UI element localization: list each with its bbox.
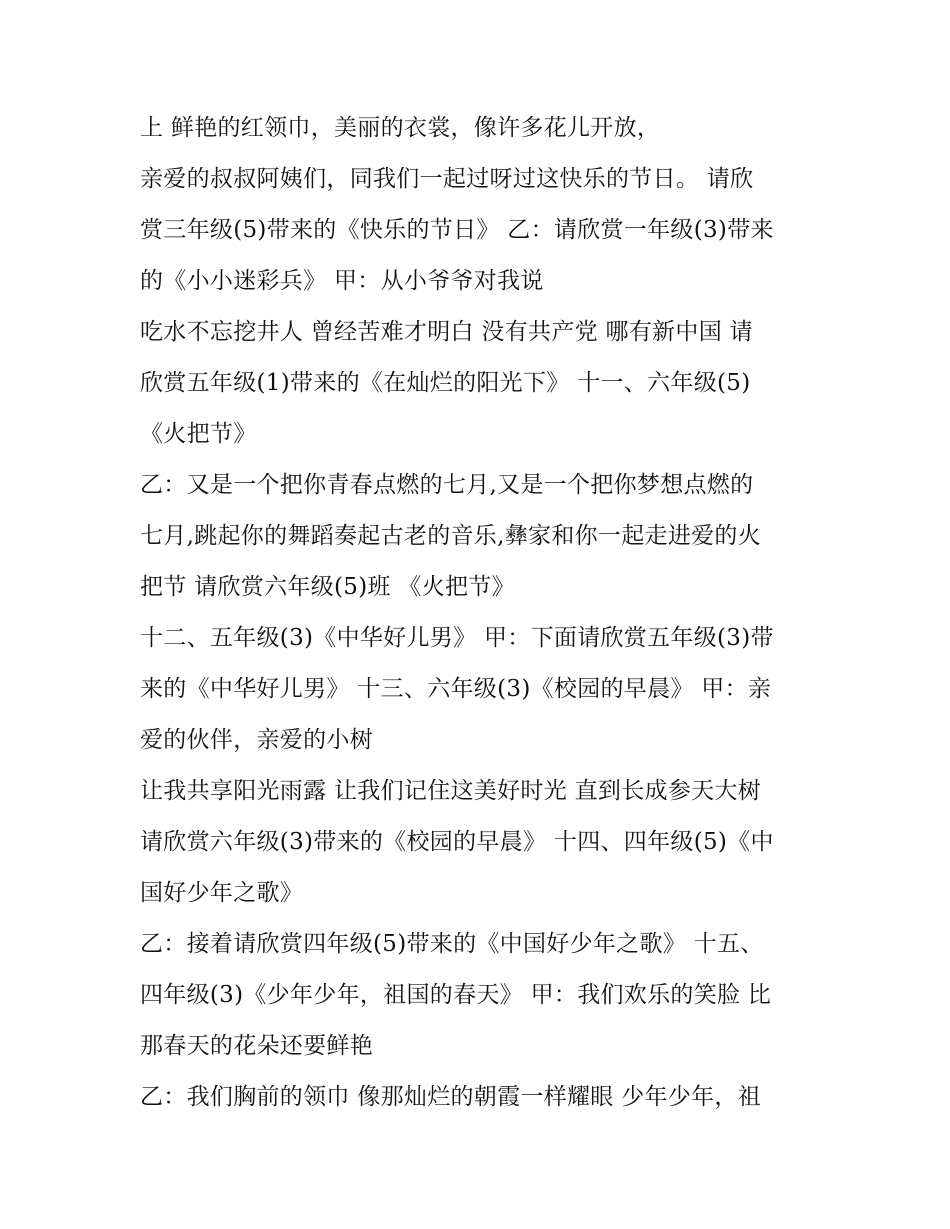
text-line: 乙：接着请欣赏四年级(5)带来的《中国好少年之歌》 十五、 — [140, 931, 764, 957]
text-line: 吃水不忘挖井人 曾经苦难才明白 没有共产党 哪有新中国 请 — [140, 319, 753, 345]
text-line: 四年级(3)《少年少年，祖国的春天》 甲：我们欢乐的笑脸 比 — [140, 982, 772, 1008]
text-line: 爱的伙伴，亲爱的小树 — [140, 727, 373, 753]
text-line: 把节 请欣赏六年级(5)班 《火把节》 — [140, 574, 515, 600]
text-line: 请欣赏六年级(3)带来的《校园的早晨》 十四、四年级(5)《中 — [140, 829, 774, 855]
text-line: 《火把节》 — [140, 421, 257, 447]
text-line: 欣赏五年级(1)带来的《在灿烂的阳光下》 十一、六年级(5) — [140, 370, 751, 396]
text-line: 那春天的花朵还要鲜艳 — [140, 1033, 373, 1059]
text-line: 十二、五年级(3)《中华好儿男》 甲：下面请欣赏五年级(3)带 — [140, 625, 774, 651]
text-line: 的《小小迷彩兵》 甲：从小爷爷对我说 — [140, 268, 544, 294]
text-line: 亲爱的叔叔阿姨们，同我们一起过呀过这快乐的节日。 请欣 — [140, 166, 754, 192]
text-line: 国好少年之歌》 — [140, 880, 304, 906]
text-line: 赏三年级(5)带来的《快乐的节日》 乙：请欣赏一年级(3)带来 — [140, 217, 774, 243]
text-line: 让我共享阳光雨露 让我们记住这美好时光 直到长成参天大树 — [140, 778, 762, 804]
text-line: 乙：又是一个把你青春点燃的七月,又是一个把你梦想点燃的 — [140, 472, 754, 498]
text-line: 乙：我们胸前的领巾 像那灿烂的朝霞一样耀眼 少年少年，祖 — [140, 1084, 762, 1110]
document-body — [140, 103, 820, 1123]
text-line: 七月,跳起你的舞蹈奏起古老的音乐,彝家和你一起走进爱的火 — [140, 523, 762, 549]
text-line: 上 鲜艳的红领巾，美丽的衣裳，像许多花儿开放， — [140, 115, 661, 141]
text-line: 来的《中华好儿男》 十三、六年级(3)《校园的早晨》 甲：亲 — [140, 676, 772, 702]
